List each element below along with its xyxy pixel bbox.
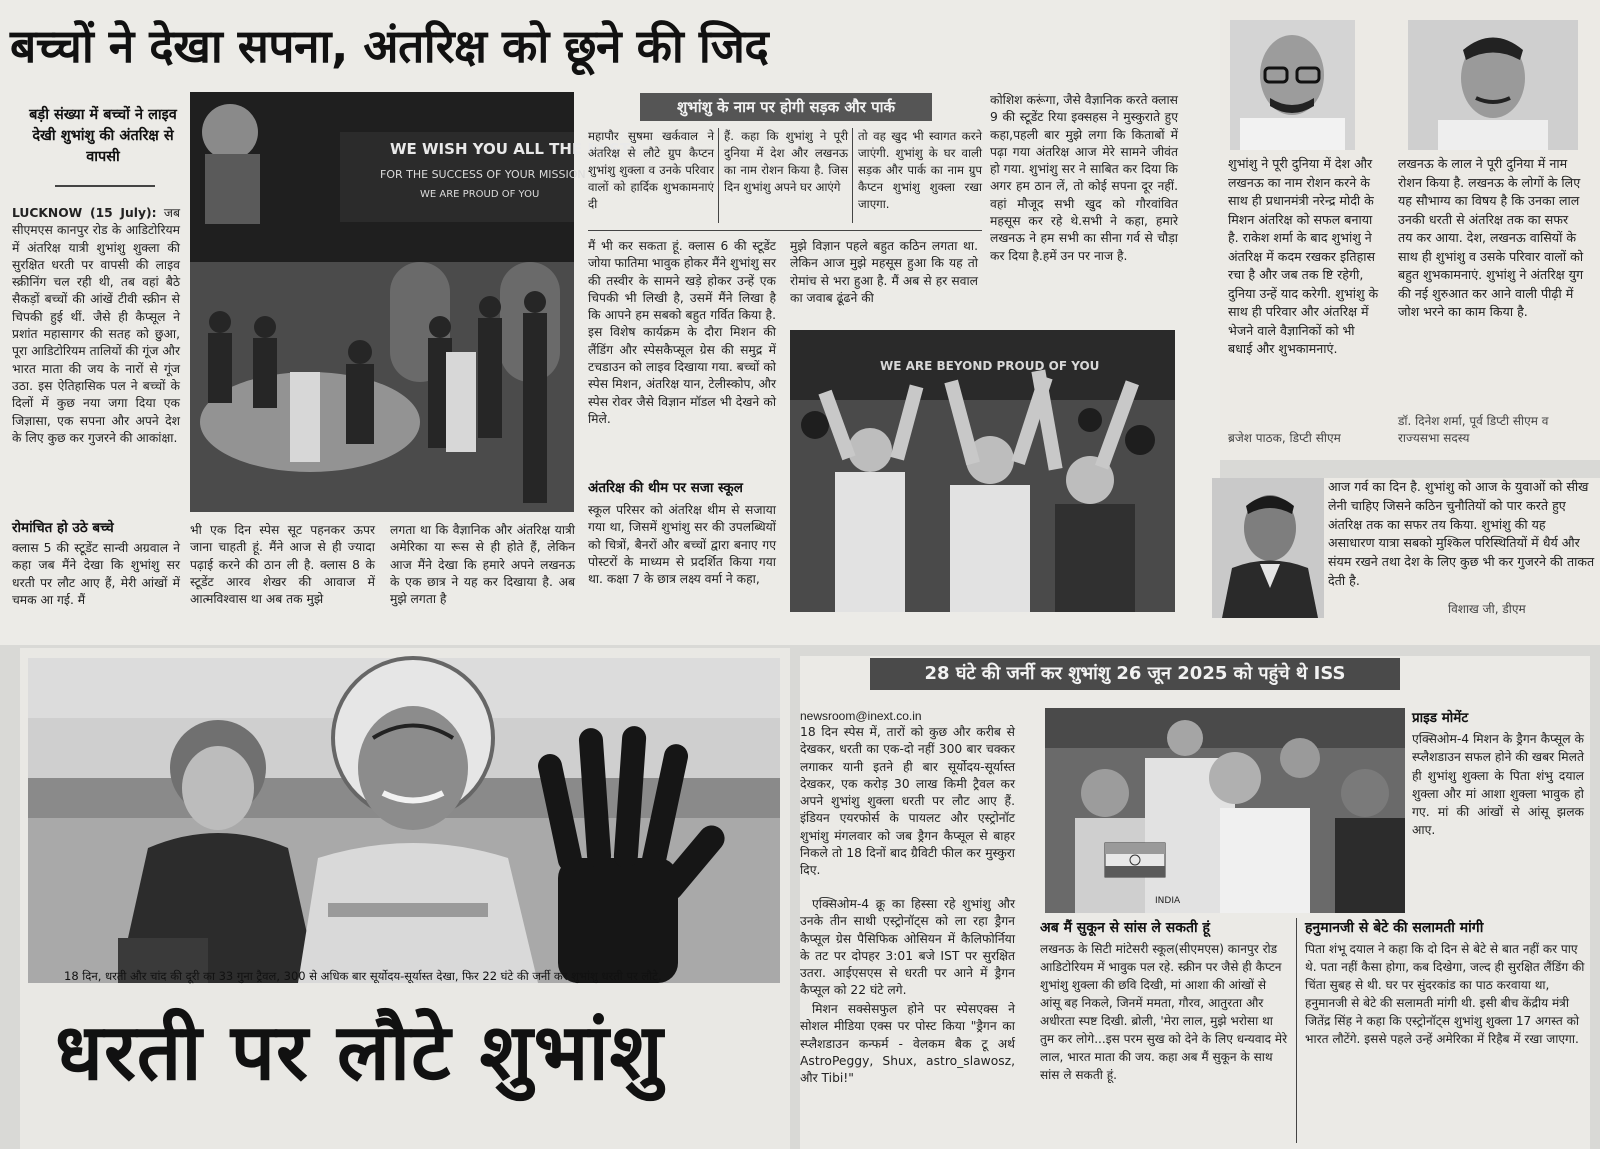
astronaut-clipping (20, 648, 790, 1149)
crowd-sign-text: WE ARE BEYOND PROUD OF YOU (880, 359, 1100, 373)
box-divider-2 (852, 128, 853, 223)
dinesh-sharma-photo (1408, 20, 1578, 150)
dinesh-sharma-photo-svg (1408, 20, 1578, 150)
box-bottom-rule (588, 230, 982, 231)
brajesh-pathak-photo-svg (1230, 20, 1355, 150)
family-photo (1045, 708, 1405, 913)
hanuman-body: पिता शंभू दयाल ने कहा कि दो दिन से बेटे से बात नहीं कर पाए थे. पता नहीं कैसा होगा, कब दिखेगा, जल्द ही सुरक्षित लैंडिंग की चिंता सुबह से थी. घर पर सुंदरकांड का पाठ करवाया था, हनुमानजी से बेटे की सलामती मांगी थी. इसी बीच केंद्रीय मंत्री जितेंद्र सिंह ने कहा कि एस्ट्रोनॉट्स शुभांशु शुक्ला 17 अगस्त को भारत लौटेंगे. इससे पहले उन्हें अमेरिका में रिहैब में रखा जाएगा. (1305, 942, 1585, 1046)
deck-rule (55, 185, 155, 187)
dm-quote-clipping (1220, 478, 1600, 645)
iss-body-3: मिशन सक्सेसफुल होने पर स्पेसएक्स ने सोशल मीडिया एक्स पर पोस्ट किया "ड्रैगन का स्प्लैशडाउन कन्फर्म - वेलकम बैक टू अर्थ AstroPeggy, Shux, astro_slawosz, और Tibi!" (800, 1002, 1015, 1086)
top-col5: मुझे विज्ञान पहले बहुत कठिन लगता था. लेकिन आज मुझे महसूस हुआ कि यह तो रोमांच से भरा हुआ है. मैं अब से हर सवाल का जवाब ढूंढने की (790, 239, 978, 305)
astronaut-photo-svg (28, 658, 780, 983)
celebration-photo (790, 330, 1175, 612)
banner-text-2: FOR THE SUCCESS OF YOUR MISSION (380, 168, 586, 181)
iss-journey-banner: 28 घंटे की जर्नी कर शुभांशु 26 जून 2025 को पहुंचे थे ISS (870, 658, 1400, 690)
quote-dinesh: लखनऊ के लाल ने पूरी दुनिया में नाम रोशन किया है. लखनऊ के लोगों के लिए यह सौभाग्य का विषय है कि उनका लाल उनकी धरती से अंतरिक्ष तक का सफर तय कर आया. देश, लखनऊ वासियों के साथ ही शुभांशु व उसके परिवार वालों को बहुत शुभकामनाएं. शुभांशु ने अंतरिक्ष युग की नई शुरुआत कर आने वाली पीढ़ी में जोश भरने का काम किया है. (1398, 156, 1584, 319)
subhead-hanuman: हनुमानजी से बेटे की सलामती मांगी (1305, 920, 1484, 936)
top-col1-body: जब सीएमएस कानपुर रोड के आडिटोरियम में अंतरिक्ष यात्री शुभांशु शुक्ला की सुरक्षित धरती पर वापसी की लाइव स्क्रीनिंग चल रही थी, तब वहां बैठे सैकड़ों बच्चों की आंखें टीवी स्क्रीन से चिपकी हुई थीं. जैसे ही कैप्सूल ने प्रशांत महासागर की सतह को छुआ, पूरा आडिटोरियम तालियों की गूंज और भारत माता की जय के नारों से गूंज उठा. इस ऐतिहासिक पल ने बच्चों के दिलों में कुछ नया जगा दिया एक जिज्ञासा, एक सपना और अपने देश के लिए कुछ कर गुजरने की आकांक्षा. (12, 206, 180, 445)
quote-dm-byline: विशाख जी, डीएम (1448, 602, 1526, 616)
iss-body-1: 18 दिन स्पेस में, तारों को कुछ और करीब से देखकर, धरती का एक-दो नहीं 300 बार चक्कर लगाकर यानी इतने ही बार सूर्योदय-सूर्यास्त देखकर, एक करोड़ 30 लाख किमी ट्रैवल कर अपने शुभांशु शुक्ला धरती पर लौट आए हैं. इंडियन एयरफोर्स के पायलट और एस्ट्रोनॉट शुभांशु मंगलवार को जब ड्रैगन कैप्सूल से बाहर निकले तो 18 दिनों बाद ग्रैविटी फील कर मुस्कुरा दिए. (800, 725, 1015, 878)
top-col2b: भी एक दिन स्पेस सूट पहनकर ऊपर जाना चाहती हूं. मैंने आज से ही ज्यादा पढ़ाई करने की ठान ली है. क्लास 8 के स्टूडेंट आरव शेखर की आवाज में आत्मविश्वास था अब तक मुझे (190, 523, 375, 607)
dateline: LUCKNOW (15 July): (12, 206, 157, 220)
top-col4: मैं भी कर सकता हूं. क्लास 6 की स्टूडेंट जोया फातिमा भावुक होकर मैंने शुभांशु सर की तस्वीर के सामने खड़े होकर उन्हें एक चिपकी भी लिखी है, उसमें मैंने लिखा है कि आपने हम सबको बहुत गर्वित किया है. इस विशेष कार्यक्रम के दौरा मिशन की लैंडिंग और स्पेसकैप्सूल ग्रेस की समुद्र में टचडाउन को लाइव दिखाया गया. बच्चों को स्पेस मिशन, अंतरिक्ष यान, टेलीस्कोप, और स्पेस रोवर जैसे विज्ञान मॉडल भी देखने को मिले. (588, 239, 776, 426)
astronaut-photo-caption: 18 दिन, धरती और चांद की दूरी का 33 गुना ट्रैवल, 300 से अधिक बार सूर्योदय-सूर्यास्त देखा, फिर 22 घंटे की जर्नी कर शुभांशु धरती पर लौटे. (64, 969, 662, 983)
subhead-school-theme: अंतरिक्ष की थीम पर सजा स्कूल (588, 480, 743, 496)
quote-brajesh: शुभांशु ने पूरी दुनिया में देश और लखनऊ का नाम रोशन करने के साथ ही प्रधानमंत्री नरेन्द्र मोदी के मिशन अंतरिक्ष को सफल बनाया है. राकेश शर्मा के बाद शुभांशु ने अंतरिक्ष में कदम रखकर इतिहास रचा है और जब तक ष्टि रहेगी, दुनिया उन्हें याद करेगी. शुभांशु के साथ ही परिवार और अंतरिक्ष में भेजने वाले वैज्ञानिकों को भी बधाई और शुभकामनाएं. (1228, 156, 1379, 356)
iss-journey-clipping (800, 656, 1590, 1149)
flag-text: INDIA (1155, 896, 1181, 906)
iss-body-2: एक्सिओम-4 क्रू का हिस्सा रहे शुभांशु और उनके तीन साथी एस्ट्रोनॉट्स को ला रहा ड्रैगन कैप्सूल ग्रेस पैसिफिक ओसियन में कैलिफोर्निया के तट पर दोपहर 3:01 बजे IST पर सुरक्षित उतरा. आईएसएस से धरती पर आने में ड्रैगन कैप्सूल को 22 घंटे लगे. (800, 897, 1015, 998)
top-article-clipping (0, 0, 1220, 645)
family-photo-svg (1045, 708, 1405, 913)
box-divider-1 (718, 128, 719, 223)
astronaut-photo (28, 658, 780, 983)
dm-vishakh-photo-svg (1212, 478, 1324, 618)
top-col4b: स्कूल परिसर को अंतरिक्ष थीम से सजाया गया था, जिसमें शुभांशु सर की उपलब्धियों को चित्रों, बैनरों और बच्चों द्वारा बनाए गए पोस्टरों के माध्यम से प्रदर्शित किया गया था. कक्षा 7 के छात्र लक्ष्य वर्मा ने कहा, (588, 503, 776, 587)
bottom-headline: धरती पर लौटे शुभांशु (55, 1008, 664, 1098)
top-headline: बच्चों ने देखा सपना, अंतरिक्ष को छूने की जिद (10, 19, 769, 73)
quote-dm: आज गर्व का दिन है. शुभांशु को आज के युवाओं को सीख लेनी चाहिए जिसने कठिन चुनौतियों को पार करते हुए अंतरिक्ष तक का सफर तय किया. शुभांशु की यह असाधारण यात्रा सबको मुश्किल परिस्थितियों में धैर्य और संयम रखने तथा देश के लिए कुछ भी कर गुजरने की ताकत देती है. (1328, 479, 1595, 588)
auditorium-photo (190, 92, 631, 512)
banner-text-1: WE WISH YOU ALL THE BEST (390, 140, 631, 158)
mayor-box-col2: हैं. कहा कि शुभांशु ने पूरी दुनिया में देश और लखनऊ का नाम रोशन किया है. जिस दिन शुभांशु अपने घर आएंगे (724, 129, 848, 194)
auditorium-photo-svg (190, 92, 631, 512)
top-deck: बड़ी संख्या में बच्चों ने लाइव देखी शुभांशु की अंतरिक्ष से वापसी (29, 107, 177, 165)
dm-vishakh-photo (1212, 478, 1324, 618)
leaders-quotes-clipping (1220, 0, 1600, 460)
top-col6: कोशिश करूंगा, जैसे वैज्ञानिक करते क्लास 9 की स्टूडेंट रिया इक्सहस ने मुस्कुराते हुए कहा,पहली बार मुझे लगा कि किताबों में पढ़ा गया अंतरिक्ष आज मेरे सामने जीवंत हो गया. शुभांशु सर ने साबित कर दिया कि अगर हम ठान लें, तो कोई सपना दूर नहीं. वहां मौजूद सभी खुद को गौरवांवित महसूस कर रहे थे.सभी ने कहा, हमारे लखनऊ ने हम सभी का सीना गर्व से चौड़ा कर दिया है.हमें उन पर नाज है. (990, 93, 1178, 263)
mayor-box-col3: तो वह खुद भी स्वागत करने जाएंगी. शुभांशु के घर वाली सड़क और पार्क का नाम ग्रुप कैप्टन शुभांशु शुक्ला रखा जाएगा. (858, 129, 982, 211)
top-col1b: क्लास 5 की स्टूडेंट सान्वी अग्रवाल ने कहा जब मैंने देखा कि शुभांशु सर धरती पर लौट आए हैं, मेरी आंखों में चमक आ गई. मैं (12, 541, 180, 607)
quote-dinesh-byline: डॉ. दिनेश शर्मा, पूर्व डिप्टी सीएम व राज्यसभा सदस्य (1398, 414, 1549, 446)
banner-text-3: WE ARE PROUD OF YOU (420, 189, 540, 200)
subhead-relief: अब मैं सुकून से सांस ले सकती हूं (1040, 920, 1210, 936)
pride-moment-body: एक्सिओम-4 मिशन के ड्रैगन कैप्सूल के स्प्लैशडाउन सफल होने की खबर मिलते ही शुभांशु शुक्ला के पिता शंभु दयाल शुक्ला और मां आशा शुक्ला भावुक हो गए. मां की आंखों से आंसू झलक आए. (1412, 732, 1584, 838)
subhead-romanchit: रोमांचित हो उठे बच्चे (12, 520, 114, 536)
newsroom-email: newsroom@inext.co.in (800, 709, 922, 723)
quote-brajesh-byline: ब्रजेश पाठक, डिप्टी सीएम (1228, 431, 1341, 445)
pride-moment-head: प्राइड मोमेंट (1412, 710, 1469, 726)
brajesh-pathak-photo (1230, 20, 1355, 150)
relief-body: लखनऊ के सिटी मांटेसरी स्कूल(सीएमएस) कानपुर रोड आडिटोरियम में भावुक पल रहे. स्क्रीन पर जैसे ही कैप्टन शुभांशु शुक्ला की छवि दिखी, मां आशा की आंखों से आंसू बह निकले, जिनमें ममता, गौरव, आतुरता और अधीरता स्पष्ट दिखी. ब्रोली, 'मेरा लाल, मुझे भरोसा था तुम कर लोगे...इस परम सुख को देने के लिए धन्यवाद मेरे लाल, भारत माता की जय. कहा अब मैं सुकून के साथ सांस ले सकती हूं. (1040, 942, 1288, 1082)
top-col3b: लगता था कि वैज्ञानिक और अंतरिक्ष यात्री अमेरिका या रूस से ही होते हैं, लेकिन आज मैंने देखा कि हमारे अपने लखनऊ के एक छात्र ने यह कर दिखाया है. अब मुझे लगता है (390, 523, 575, 607)
mayor-box-col1: महापौर सुषमा खर्कवाल ने अंतरिक्ष से लौटे ग्रुप कैप्टन शुभांशु शुक्ला व उनके परिवार वालों को हार्दिक शुभकामनाएं दी (588, 129, 714, 211)
top-col1 (12, 205, 180, 447)
bottom-right-divider (1296, 918, 1297, 1143)
road-park-banner: शुभांशु के नाम पर होगी सड़क और पार्क (640, 93, 932, 121)
celebration-photo-svg (790, 330, 1175, 612)
